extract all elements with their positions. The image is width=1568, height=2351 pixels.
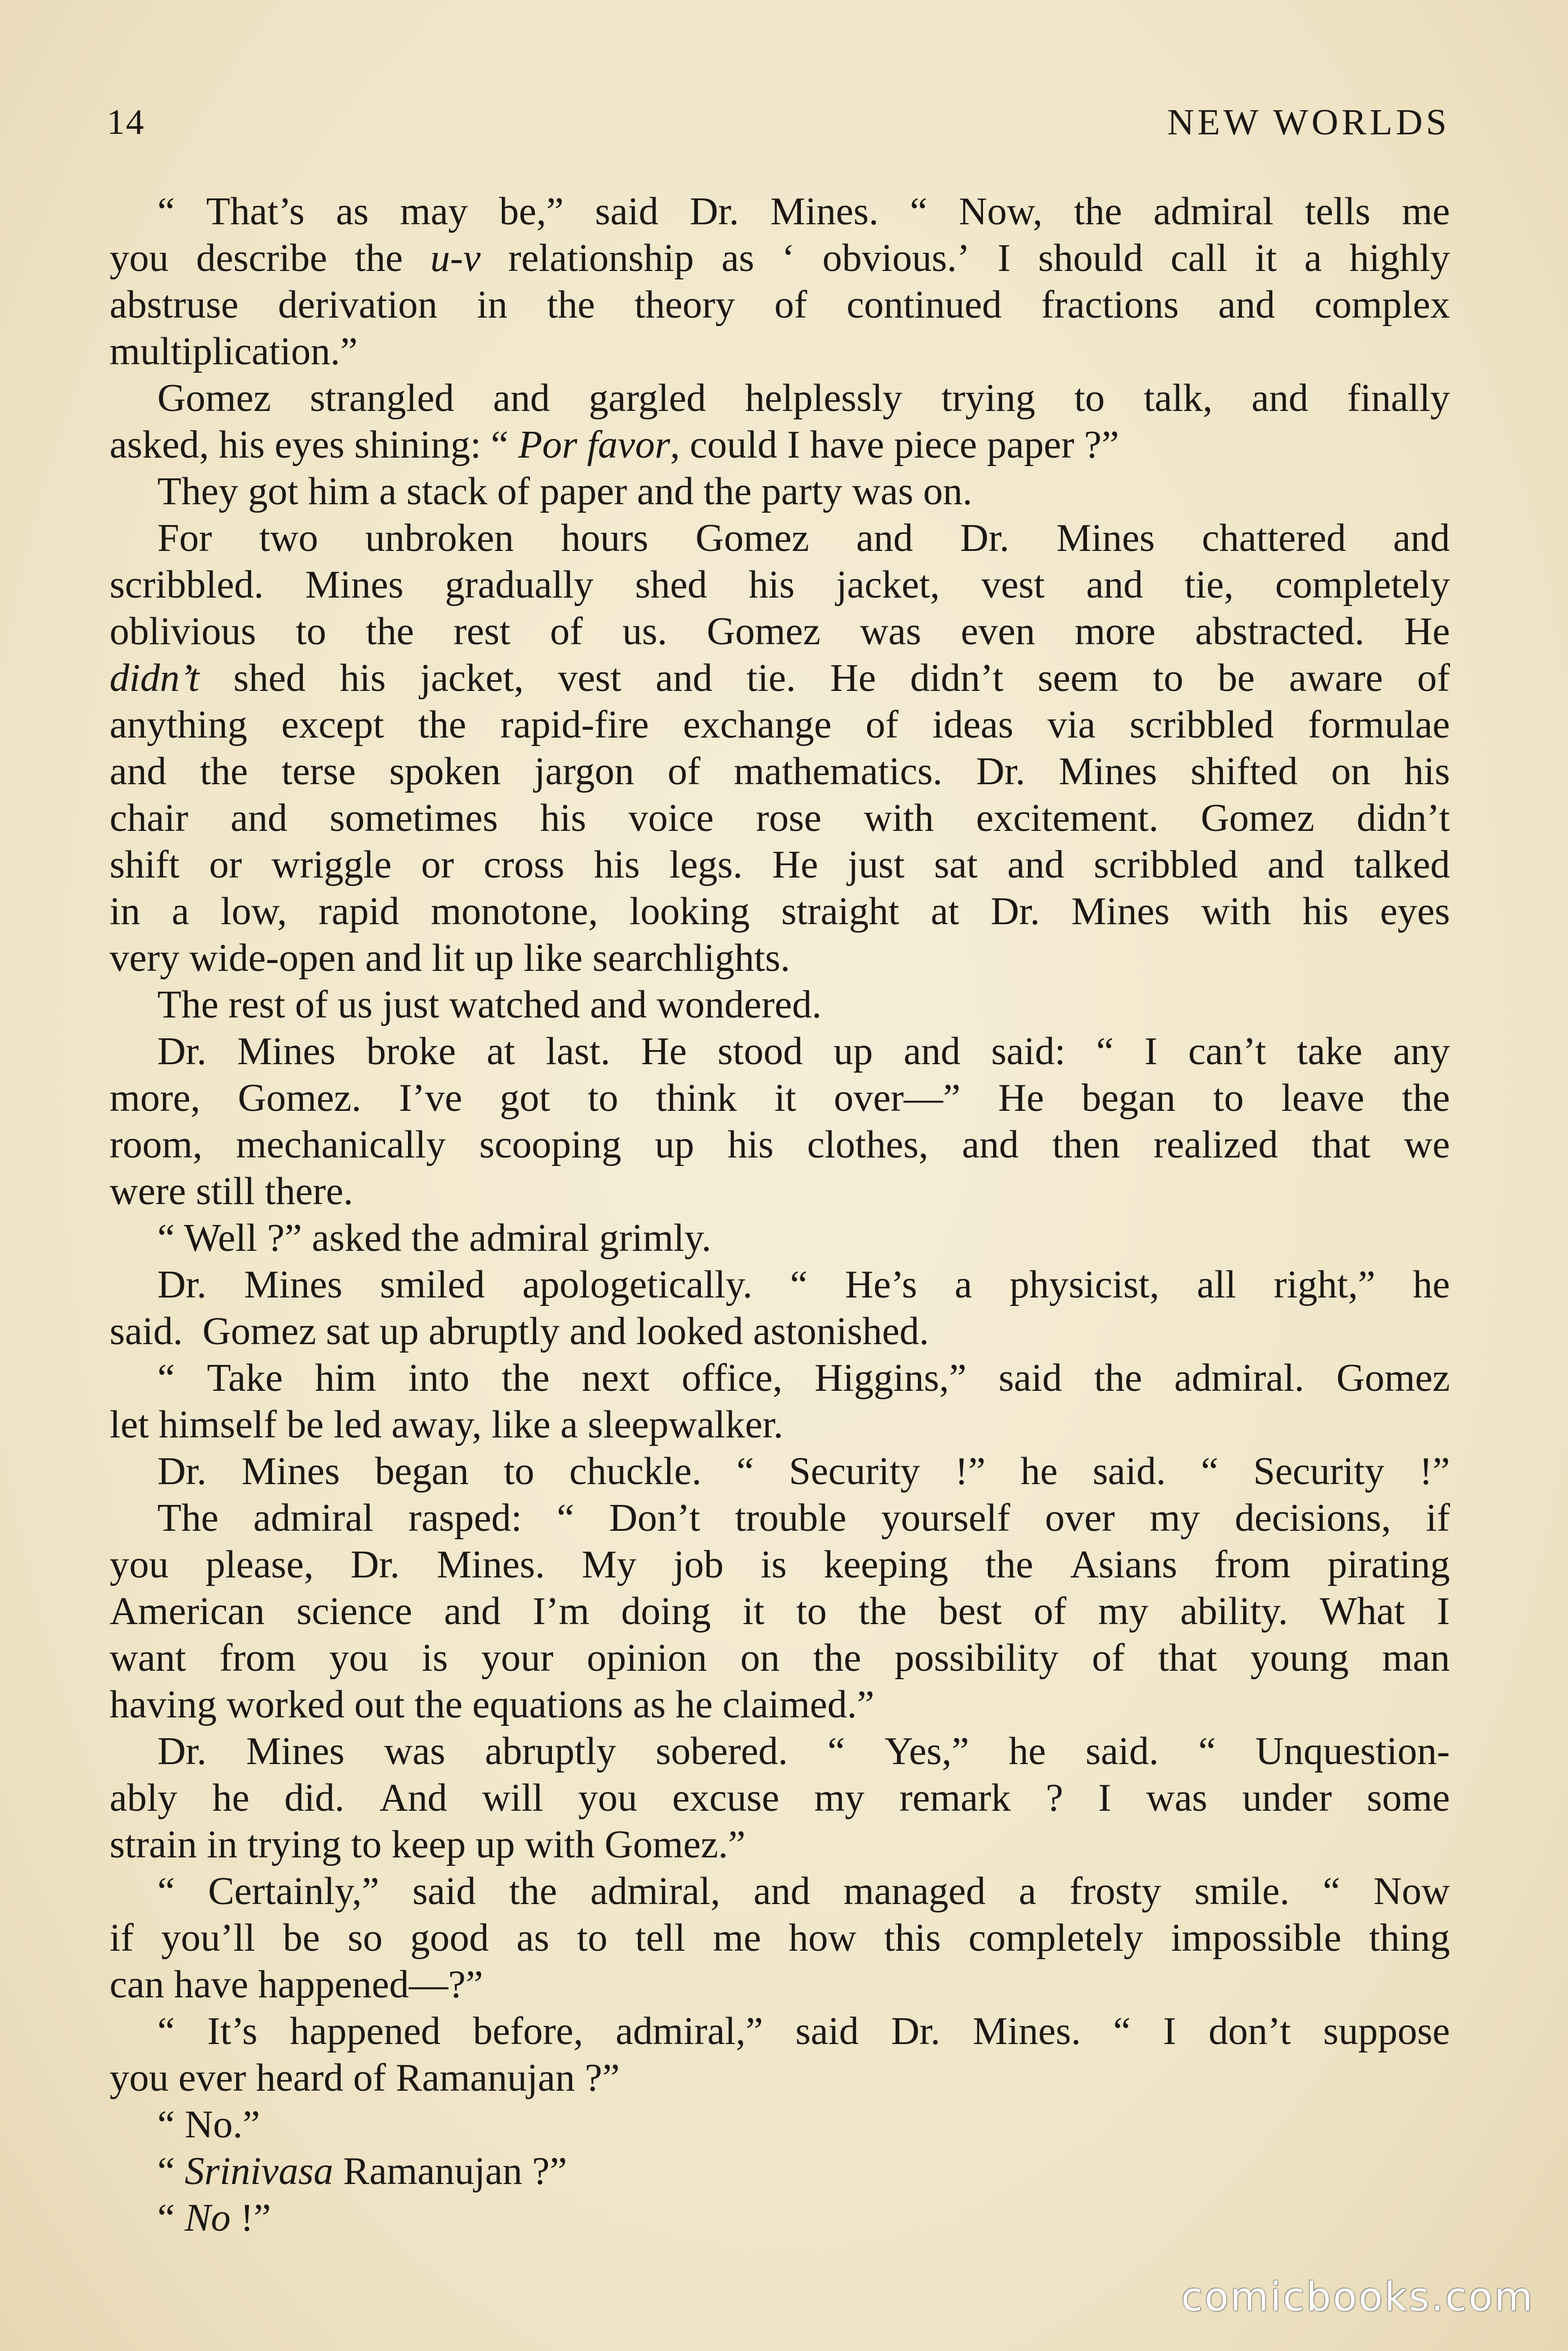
- text-line: “ Take him into the next office, Higgins,” said the admiral. Gomez: [157, 1357, 1450, 1400]
- text-line: Dr. Mines was abruptly sobered. “ Yes,” he said. “ Unquestion-: [157, 1730, 1450, 1773]
- text-line: you ever heard of Ramanujan ?”: [110, 2056, 620, 2100]
- text-line: were still there.: [110, 1170, 354, 1213]
- text-line: Dr. Mines broke at last. He stood up and said: “ I can’t take any: [157, 1030, 1450, 1073]
- text-line: Dr. Mines smiled apologetically. “ He’s a physicist, all right,” he: [157, 1263, 1450, 1306]
- text-line: multiplication.”: [110, 330, 358, 373]
- text-line: scribbled. Mines gradually shed his jacket, vest and tie, completely: [110, 563, 1450, 607]
- page-header: [107, 101, 1450, 152]
- text-line: abstruse derivation in the theory of continued fractions and complex: [110, 283, 1450, 327]
- text-line: can have happened—?”: [110, 1963, 483, 2006]
- text-line: didn’t shed his jacket, vest and tie. He didn’t seem to be aware of: [110, 657, 1450, 700]
- text-line: you please, Dr. Mines. My job is keeping the Asians from pirating: [110, 1543, 1450, 1586]
- text-line: in a low, rapid monotone, looking straight at Dr. Mines with his eyes: [110, 890, 1450, 933]
- text-line: They got him a stack of paper and the party was on.: [157, 470, 973, 513]
- text-line: let himself be led away, like a sleepwalker.: [110, 1403, 783, 1446]
- text-line: asked, his eyes shining: “ Por favor, could I have piece paper ?”: [110, 423, 1120, 467]
- text-line: The rest of us just watched and wondered.: [157, 983, 822, 1027]
- text-line: “ Well ?” asked the admiral grimly.: [157, 1217, 712, 1260]
- text-line: “ Certainly,” said the admiral, and managed a frosty smile. “ Now: [157, 1870, 1450, 1913]
- text-line: having worked out the equations as he claimed.”: [110, 1683, 874, 1726]
- text-line: “ It’s happened before, admiral,” said Dr. Mines. “ I don’t suppose: [157, 2010, 1450, 2053]
- text-line: strain in trying to keep up with Gomez.”: [110, 1823, 746, 1866]
- body-text: [110, 188, 1450, 2241]
- text-line: shift or wriggle or cross his legs. He just sat and scribbled and talked: [110, 843, 1450, 887]
- text-line: “ No.”: [157, 2103, 260, 2146]
- text-line: Gomez strangled and gargled helplessly trying to talk, and finally: [157, 377, 1450, 420]
- text-line: Dr. Mines began to chuckle. “ Security !” he said. “ Security !”: [157, 1450, 1450, 1493]
- watermark: comicbooks.com: [1181, 2274, 1534, 2320]
- text-line: For two unbroken hours Gomez and Dr. Mines chattered and: [157, 517, 1450, 560]
- text-line: anything except the rapid-fire exchange of ideas via scribbled formulae: [110, 703, 1450, 747]
- page-number: 14: [107, 102, 145, 142]
- text-line: and the terse spoken jargon of mathematics. Dr. Mines shifted on his: [110, 750, 1450, 793]
- text-line: more, Gomez. I’ve got to think it over—” He began to leave the: [110, 1077, 1450, 1120]
- text-line: very wide-open and lit up like searchlights.: [110, 937, 791, 980]
- text-line: if you’ll be so good as to tell me how this completely impossible thing: [110, 1916, 1450, 1960]
- text-line: want from you is your opinion on the possibility of that young man: [110, 1636, 1450, 1680]
- text-line: chair and sometimes his voice rose with excitement. Gomez didn’t: [110, 797, 1450, 840]
- text-line: oblivious to the rest of us. Gomez was even more abstracted. He: [110, 610, 1450, 653]
- text-line: “ Srinivasa Ramanujan ?”: [157, 2150, 567, 2193]
- text-line: The admiral rasped: “ Don’t trouble yourself over my decisions, if: [157, 1496, 1450, 1540]
- text-line: American science and I’m doing it to the best of my ability. What I: [110, 1590, 1450, 1633]
- text-line: said. Gomez sat up abruptly and looked astonished.: [110, 1310, 930, 1353]
- text-line: you describe the u-v relationship as ‘ obvious.’ I should call it a highly: [110, 237, 1450, 280]
- text-line: “ That’s as may be,” said Dr. Mines. “ Now, the admiral tells me: [157, 190, 1450, 233]
- text-line: ably he did. And will you excuse my remark ? I was under some: [110, 1776, 1450, 1820]
- running-head: NEW WORLDS: [1167, 102, 1450, 143]
- text-line: “ No !”: [157, 2196, 271, 2240]
- text-line: room, mechanically scooping up his clothes, and then realized that we: [110, 1123, 1450, 1167]
